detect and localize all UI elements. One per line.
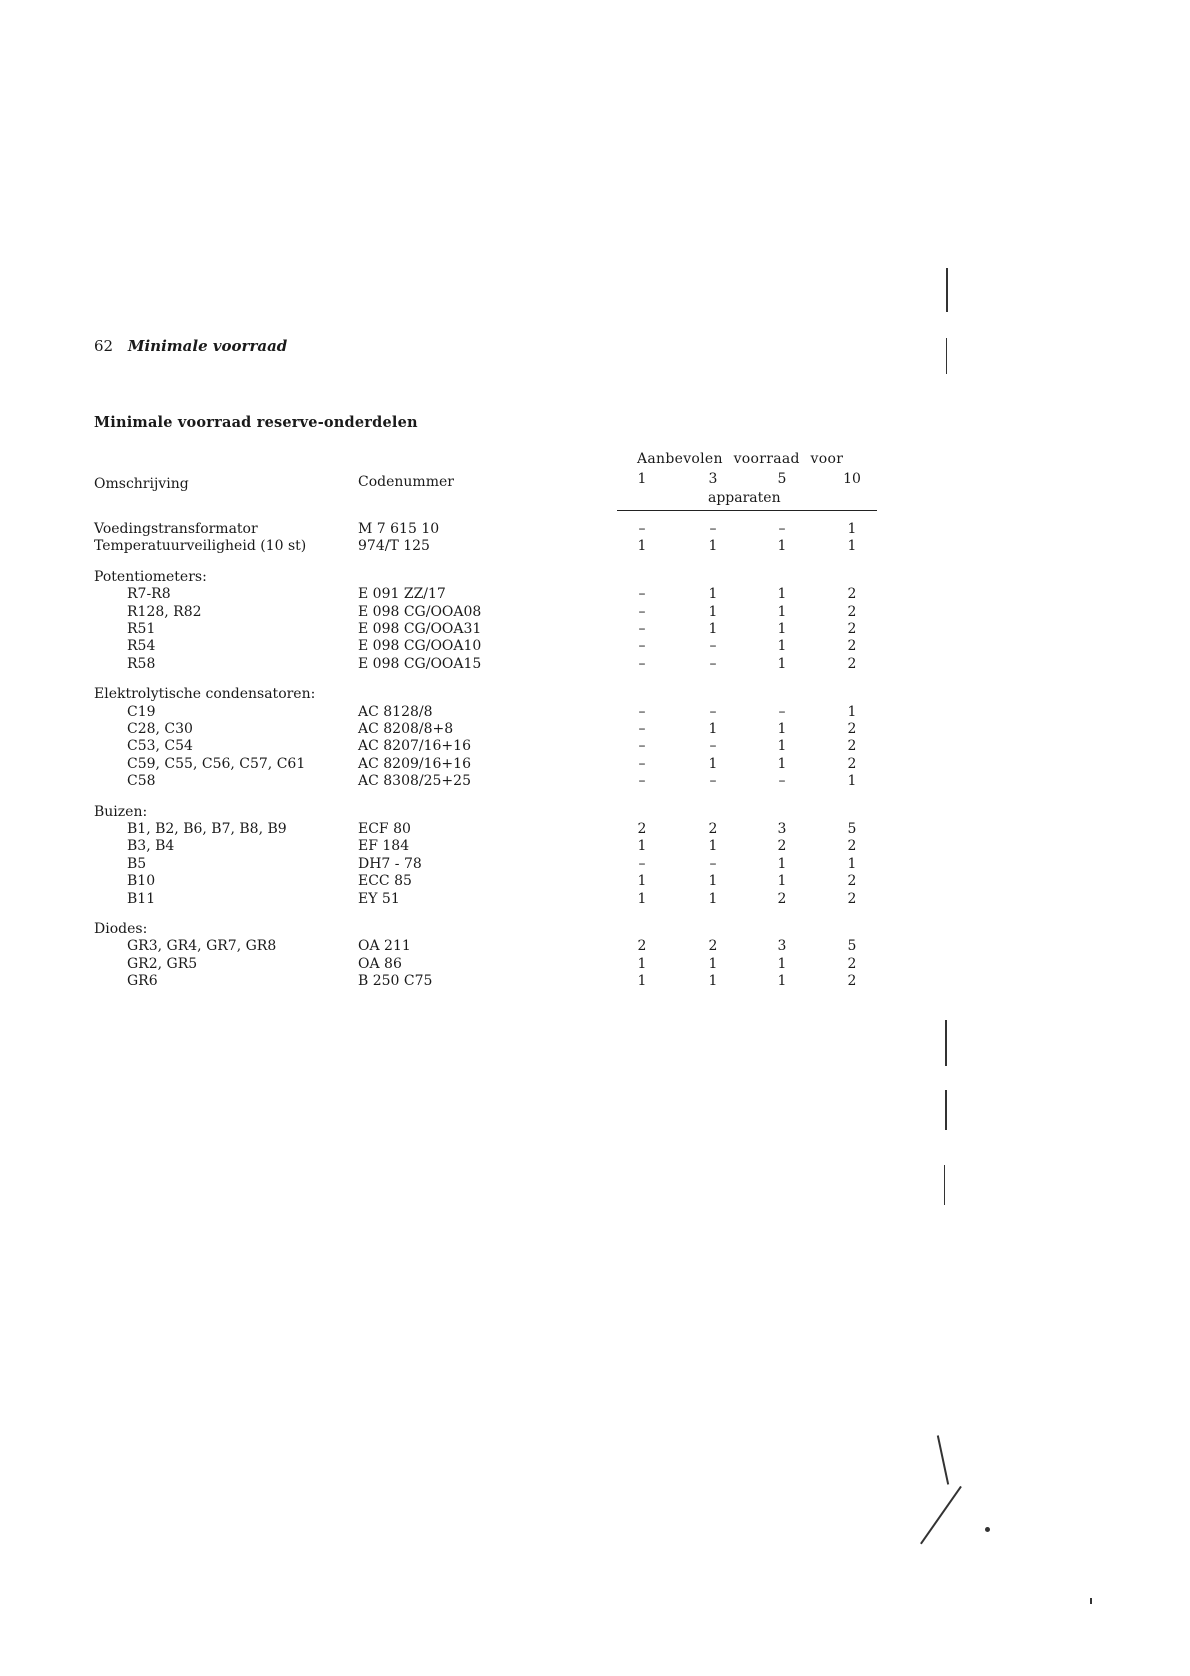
quantity-cell: 5 — [847, 821, 857, 837]
part-description: C59, C55, C56, C57, C61 — [127, 755, 306, 772]
table-row — [0, 938, 1190, 956]
quantity-cell: 2 — [708, 938, 718, 955]
quantity-cell: 1 — [777, 655, 787, 672]
quantity-cell: 2 — [847, 890, 857, 907]
table-row — [0, 521, 1190, 539]
scan-mark — [946, 338, 947, 374]
table-row — [0, 538, 1190, 556]
table-row — [0, 756, 1190, 774]
part-code: E 091 ZZ/17 — [358, 586, 446, 603]
quantity-cell: 1 — [708, 621, 718, 637]
quantity-cell: 2 — [847, 738, 857, 755]
quantity-cell: 1 — [708, 603, 718, 620]
column-header-description: Omschrijving — [94, 476, 189, 492]
table-row — [0, 704, 1190, 722]
part-description: R51 — [127, 621, 156, 637]
quantity-cell: – — [638, 773, 646, 790]
quantity-cell: 3 — [777, 821, 787, 837]
quantity-cell: 2 — [777, 838, 787, 855]
quantity-cell: 1 — [777, 538, 787, 555]
quantity-cell: 2 — [847, 721, 857, 737]
part-description: B1, B2, B6, B7, B8, B9 — [127, 821, 287, 837]
quantity-cell: 1 — [708, 973, 718, 990]
quantity-cell: 5 — [847, 938, 857, 955]
table-row — [0, 873, 1190, 891]
quantity-cell: – — [778, 773, 786, 790]
quantity-cell: 1 — [708, 873, 718, 890]
scan-mark — [946, 268, 948, 312]
scan-mark — [945, 1020, 947, 1066]
column-header-code: Codenummer — [358, 474, 454, 490]
quantity-cell: 1 — [637, 838, 647, 855]
quantity-cell: 1 — [637, 890, 647, 907]
part-description: GR3, GR4, GR7, GR8 — [127, 938, 277, 955]
section-heading: Buizen: — [94, 803, 148, 820]
quantity-cell: – — [709, 855, 717, 872]
quantity-header-3: 3 — [708, 471, 718, 487]
scan-mark — [944, 1165, 945, 1205]
quantity-cell: 1 — [708, 955, 718, 972]
scan-mark — [920, 1486, 961, 1544]
page-title: Minimale voorraad reserve-onderdelen — [94, 414, 418, 431]
quantity-cell: 2 — [847, 586, 857, 603]
quantity-cell: – — [709, 655, 717, 672]
part-description: C53, C54 — [127, 738, 193, 755]
part-description: R7-R8 — [127, 586, 171, 603]
part-description: R58 — [127, 655, 156, 672]
apparatus-label: apparaten — [708, 490, 781, 506]
section-heading: Potentiometers: — [94, 568, 207, 585]
part-code: AC 8209/16+16 — [358, 755, 471, 772]
quantity-cell: – — [638, 655, 646, 672]
quantity-cell: 1 — [637, 538, 647, 555]
table-row — [0, 821, 1190, 839]
quantity-cell: 2 — [847, 603, 857, 620]
quantity-cell: – — [709, 703, 717, 720]
quantity-cell: – — [638, 738, 646, 755]
running-title: Minimale voorraad — [127, 337, 288, 355]
part-description: C58 — [127, 773, 156, 790]
recommended-stock-heading: Aanbevolen voorraad voor — [637, 451, 844, 467]
quantity-cell: – — [638, 621, 646, 637]
quantity-cell: 1 — [847, 703, 857, 720]
table-row — [0, 656, 1190, 674]
table-row — [0, 838, 1190, 856]
part-description: GR6 — [127, 973, 158, 990]
quantity-cell: – — [638, 586, 646, 603]
part-code: ECC 85 — [358, 873, 412, 890]
quantity-cell: – — [778, 521, 786, 537]
quantity-cell: – — [709, 521, 717, 537]
quantity-cell: – — [638, 855, 646, 872]
quantity-cell: 1 — [777, 755, 787, 772]
quantity-cell: 1 — [777, 873, 787, 890]
section-heading: Elektrolytische condensatoren: — [94, 686, 316, 703]
quantity-cell: 1 — [708, 721, 718, 737]
part-description: Temperatuurveiligheid (10 st) — [94, 538, 307, 555]
table-row — [0, 621, 1190, 639]
part-code: AC 8207/16+16 — [358, 738, 471, 755]
quantity-cell: 1 — [777, 955, 787, 972]
quantity-cell: 1 — [847, 538, 857, 555]
table-row — [0, 586, 1190, 604]
page-number: 62 — [94, 337, 114, 355]
quantity-cell: – — [778, 703, 786, 720]
quantity-cell: 2 — [847, 838, 857, 855]
part-description: B3, B4 — [127, 838, 175, 855]
part-code: EY 51 — [358, 890, 400, 907]
quantity-cell: 1 — [777, 855, 787, 872]
quantity-cell: 1 — [847, 521, 857, 537]
quantity-cell: 1 — [708, 838, 718, 855]
table-row — [0, 973, 1190, 991]
quantity-cell: – — [638, 603, 646, 620]
quantity-cell: 2 — [847, 655, 857, 672]
quantity-cell: – — [709, 738, 717, 755]
table-row — [0, 604, 1190, 622]
part-code: E 098 CG/OOA08 — [358, 603, 482, 620]
table-row — [0, 638, 1190, 656]
scan-mark — [945, 1090, 947, 1130]
scan-mark — [937, 1435, 949, 1484]
quantity-cell: – — [709, 773, 717, 790]
quantity-cell: 2 — [637, 821, 647, 837]
quantity-cell: 3 — [777, 938, 787, 955]
quantity-cell: 1 — [777, 738, 787, 755]
quantity-cell: 2 — [847, 621, 857, 637]
part-code: E 098 CG/OOA31 — [358, 621, 482, 637]
table-row — [0, 738, 1190, 756]
quantity-cell: 2 — [847, 638, 857, 655]
part-code: M 7 615 10 — [358, 521, 440, 537]
part-description: R128, R82 — [127, 603, 202, 620]
quantity-cell: 2 — [847, 973, 857, 990]
quantity-cell: 1 — [777, 586, 787, 603]
quantity-cell: – — [638, 721, 646, 737]
part-code: OA 86 — [358, 955, 402, 972]
table-row — [0, 891, 1190, 909]
quantity-cell: – — [638, 703, 646, 720]
running-header — [94, 337, 287, 355]
part-code: B 250 C75 — [358, 973, 433, 990]
quantity-header-5: 5 — [777, 471, 787, 487]
table-row — [0, 856, 1190, 874]
part-code: AC 8208/8+8 — [358, 721, 454, 737]
quantity-cell: – — [638, 521, 646, 537]
part-description: Voedingstransformator — [94, 521, 258, 537]
quantity-cell: 1 — [777, 638, 787, 655]
part-description: C28, C30 — [127, 721, 193, 737]
scan-mark — [1090, 1598, 1092, 1604]
part-code: DH7 - 78 — [358, 855, 422, 872]
quantity-header-10: 10 — [843, 471, 861, 487]
quantity-cell: 1 — [777, 603, 787, 620]
quantity-cell: 1 — [847, 855, 857, 872]
part-description: B11 — [127, 890, 156, 907]
quantity-header-1: 1 — [637, 471, 647, 487]
quantity-cell: 2 — [708, 821, 718, 837]
scan-mark — [985, 1527, 990, 1532]
part-code: E 098 CG/OOA15 — [358, 655, 482, 672]
part-code: AC 8128/8 — [358, 703, 433, 720]
header-rule — [617, 510, 877, 511]
part-code: E 098 CG/OOA10 — [358, 638, 482, 655]
quantity-cell: 1 — [637, 873, 647, 890]
quantity-cell: 1 — [708, 586, 718, 603]
part-description: GR2, GR5 — [127, 955, 198, 972]
table-row — [0, 721, 1190, 739]
quantity-cell: 1 — [708, 538, 718, 555]
quantity-cell: 1 — [637, 955, 647, 972]
part-description: C19 — [127, 703, 156, 720]
part-code: 974/T 125 — [358, 538, 430, 555]
part-description: R54 — [127, 638, 156, 655]
quantity-cell: – — [709, 638, 717, 655]
quantity-cell: 1 — [777, 621, 787, 637]
table-row — [0, 956, 1190, 974]
quantity-cell: 1 — [847, 773, 857, 790]
section-heading: Diodes: — [94, 921, 148, 937]
quantity-cell: – — [638, 638, 646, 655]
quantity-cell: 1 — [708, 755, 718, 772]
quantity-cell: 1 — [777, 721, 787, 737]
part-code: ECF 80 — [358, 821, 411, 837]
part-code: EF 184 — [358, 838, 410, 855]
quantity-cell: 2 — [847, 755, 857, 772]
quantity-cell: 1 — [777, 973, 787, 990]
part-description: B10 — [127, 873, 156, 890]
quantity-cell: 2 — [847, 955, 857, 972]
part-description: B5 — [127, 855, 147, 872]
part-code: OA 211 — [358, 938, 411, 955]
quantity-cell: 2 — [777, 890, 787, 907]
quantity-cell: 2 — [847, 873, 857, 890]
quantity-cell: – — [638, 755, 646, 772]
quantity-cell: 2 — [637, 938, 647, 955]
table-row — [0, 773, 1190, 791]
quantity-cell: 1 — [637, 973, 647, 990]
quantity-cell: 1 — [708, 890, 718, 907]
part-code: AC 8308/25+25 — [358, 773, 471, 790]
